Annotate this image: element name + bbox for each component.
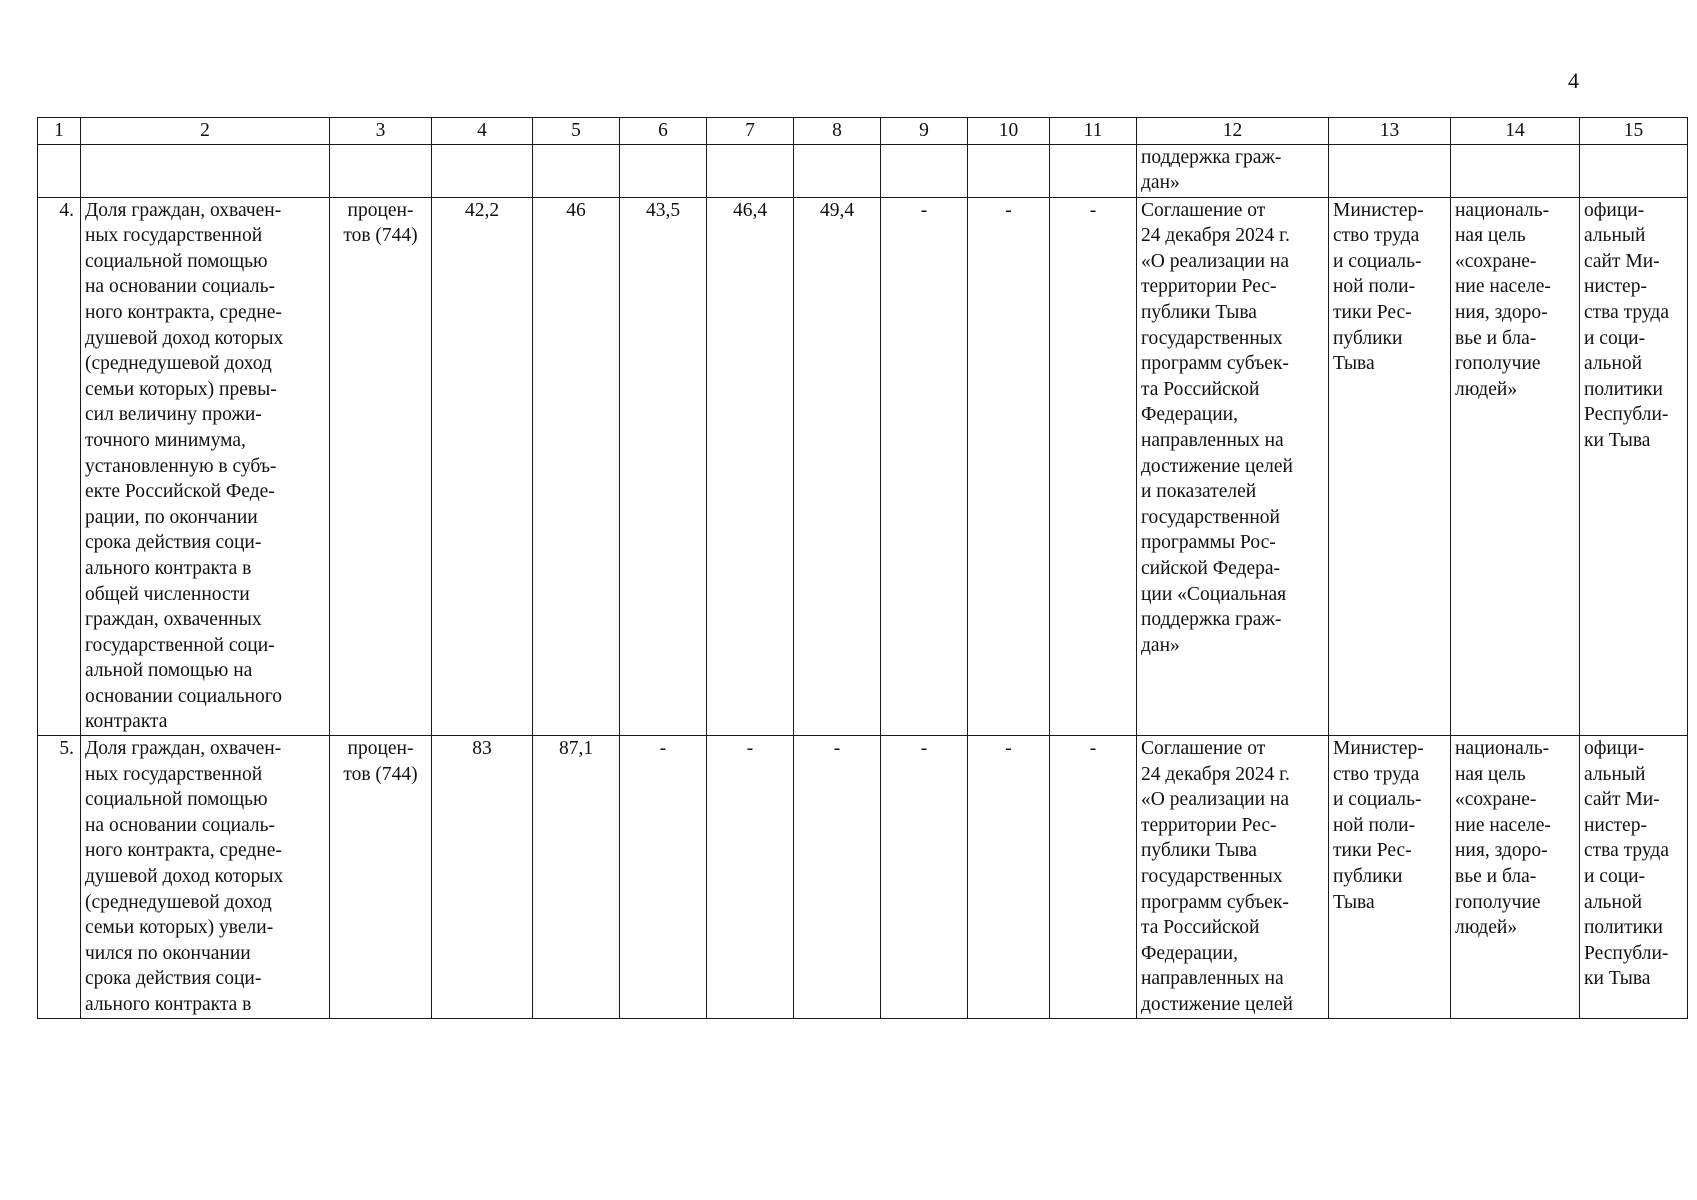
value-col-8: -	[794, 736, 881, 1019]
col-header-11: 11	[1050, 118, 1137, 145]
value-col-4: 83	[432, 736, 533, 1019]
cell-empty	[968, 144, 1050, 197]
col-header-3: 3	[330, 118, 432, 145]
row-number: 5.	[38, 736, 81, 1019]
col-header-13: 13	[1329, 118, 1451, 145]
value-col-6: -	[620, 736, 707, 1019]
value-col-9: -	[881, 736, 968, 1019]
value-col-4: 42,2	[432, 197, 533, 735]
value-col-11: -	[1050, 736, 1137, 1019]
value-col-6: 43,5	[620, 197, 707, 735]
col-header-8: 8	[794, 118, 881, 145]
row-number: 4.	[38, 197, 81, 735]
col-header-6: 6	[620, 118, 707, 145]
source-cell: офици- альный сайт Ми- нистер- ства труда и соци- альной политики Республи- ки Тыва	[1580, 736, 1688, 1019]
col-header-5: 5	[533, 118, 620, 145]
national-goal-cell: националь- ная цель «сохране- ние населе- ния, здоро- вье и бла- гополучие людей»	[1451, 736, 1580, 1019]
cell-empty	[794, 144, 881, 197]
cell-empty	[432, 144, 533, 197]
indicator-name: Доля граждан, охвачен- ных государственной социальной помощью на основании социаль- ного контракта, средне- душевой доход которых (среднедушевой доход семьи которых) превы- сил величину прожи- точного минимума, установленную в субъ- екте Российской Феде- рации, по окончании срока действия соци- ального контракта в общей численности граждан, охваченных государственной соци- альной помощью на основании социального контракта	[81, 197, 330, 735]
col-header-7: 7	[707, 118, 794, 145]
col-header-10: 10	[968, 118, 1050, 145]
unit-cell: процен- тов (744)	[330, 736, 432, 1019]
indicators-table	[37, 117, 1688, 1019]
cell-basis-continued: поддержка граж- дан»	[1137, 144, 1329, 197]
cell-empty	[330, 144, 432, 197]
source-cell: офици- альный сайт Ми- нистер- ства труда и соци- альной политики Республи- ки Тыва	[1580, 197, 1688, 735]
responsible-cell: Министер- ство труда и социаль- ной поли- тики Рес- публики Тыва	[1329, 736, 1451, 1019]
col-header-1: 1	[38, 118, 81, 145]
col-header-12: 12	[1137, 118, 1329, 145]
unit-cell: процен- тов (744)	[330, 197, 432, 735]
cell-empty	[1050, 144, 1137, 197]
value-col-11: -	[1050, 197, 1137, 735]
cell-empty	[620, 144, 707, 197]
indicator-name: Доля граждан, охвачен- ных государственной социальной помощью на основании социаль- ного контракта, средне- душевой доход которых (среднедушевой доход семьи которых) увели- чился по окончании срока действия соци- ального контракта в	[81, 736, 330, 1019]
cell-empty	[1329, 144, 1451, 197]
cell-empty	[1451, 144, 1580, 197]
cell-empty	[707, 144, 794, 197]
cell-empty	[533, 144, 620, 197]
value-col-7: -	[707, 736, 794, 1019]
col-header-2: 2	[81, 118, 330, 145]
cell-empty	[81, 144, 330, 197]
cell-empty	[881, 144, 968, 197]
value-col-9: -	[881, 197, 968, 735]
table-row	[38, 197, 1688, 735]
value-col-5: 46	[533, 197, 620, 735]
value-col-7: 46,4	[707, 197, 794, 735]
col-header-9: 9	[881, 118, 968, 145]
basis-cell: Соглашение от 24 декабря 2024 г. «О реализации на территории Рес- публики Тыва государственных программ субъек- та Российской Федерации, направленных на достижение целей	[1137, 736, 1329, 1019]
table-row	[38, 736, 1688, 1019]
header-row	[38, 118, 1688, 145]
national-goal-cell: националь- ная цель «сохране- ние населе- ния, здоро- вье и бла- гополучие людей»	[1451, 197, 1580, 735]
continuation-row	[38, 144, 1688, 197]
col-header-14: 14	[1451, 118, 1580, 145]
cell-empty	[1580, 144, 1688, 197]
responsible-cell: Министер- ство труда и социаль- ной поли- тики Рес- публики Тыва	[1329, 197, 1451, 735]
cell-empty	[38, 144, 81, 197]
value-col-10: -	[968, 736, 1050, 1019]
value-col-10: -	[968, 197, 1050, 735]
page-number: 4	[1568, 68, 1579, 93]
col-header-15: 15	[1580, 118, 1688, 145]
basis-cell: Соглашение от 24 декабря 2024 г. «О реализации на территории Рес- публики Тыва государственных программ субъек- та Российской Федерации, направленных на достижение целей и показателей государственной программы Рос- сийской Федера- ции «Социальная поддержка граж- дан»	[1137, 197, 1329, 735]
value-col-5: 87,1	[533, 736, 620, 1019]
col-header-4: 4	[432, 118, 533, 145]
value-col-8: 49,4	[794, 197, 881, 735]
